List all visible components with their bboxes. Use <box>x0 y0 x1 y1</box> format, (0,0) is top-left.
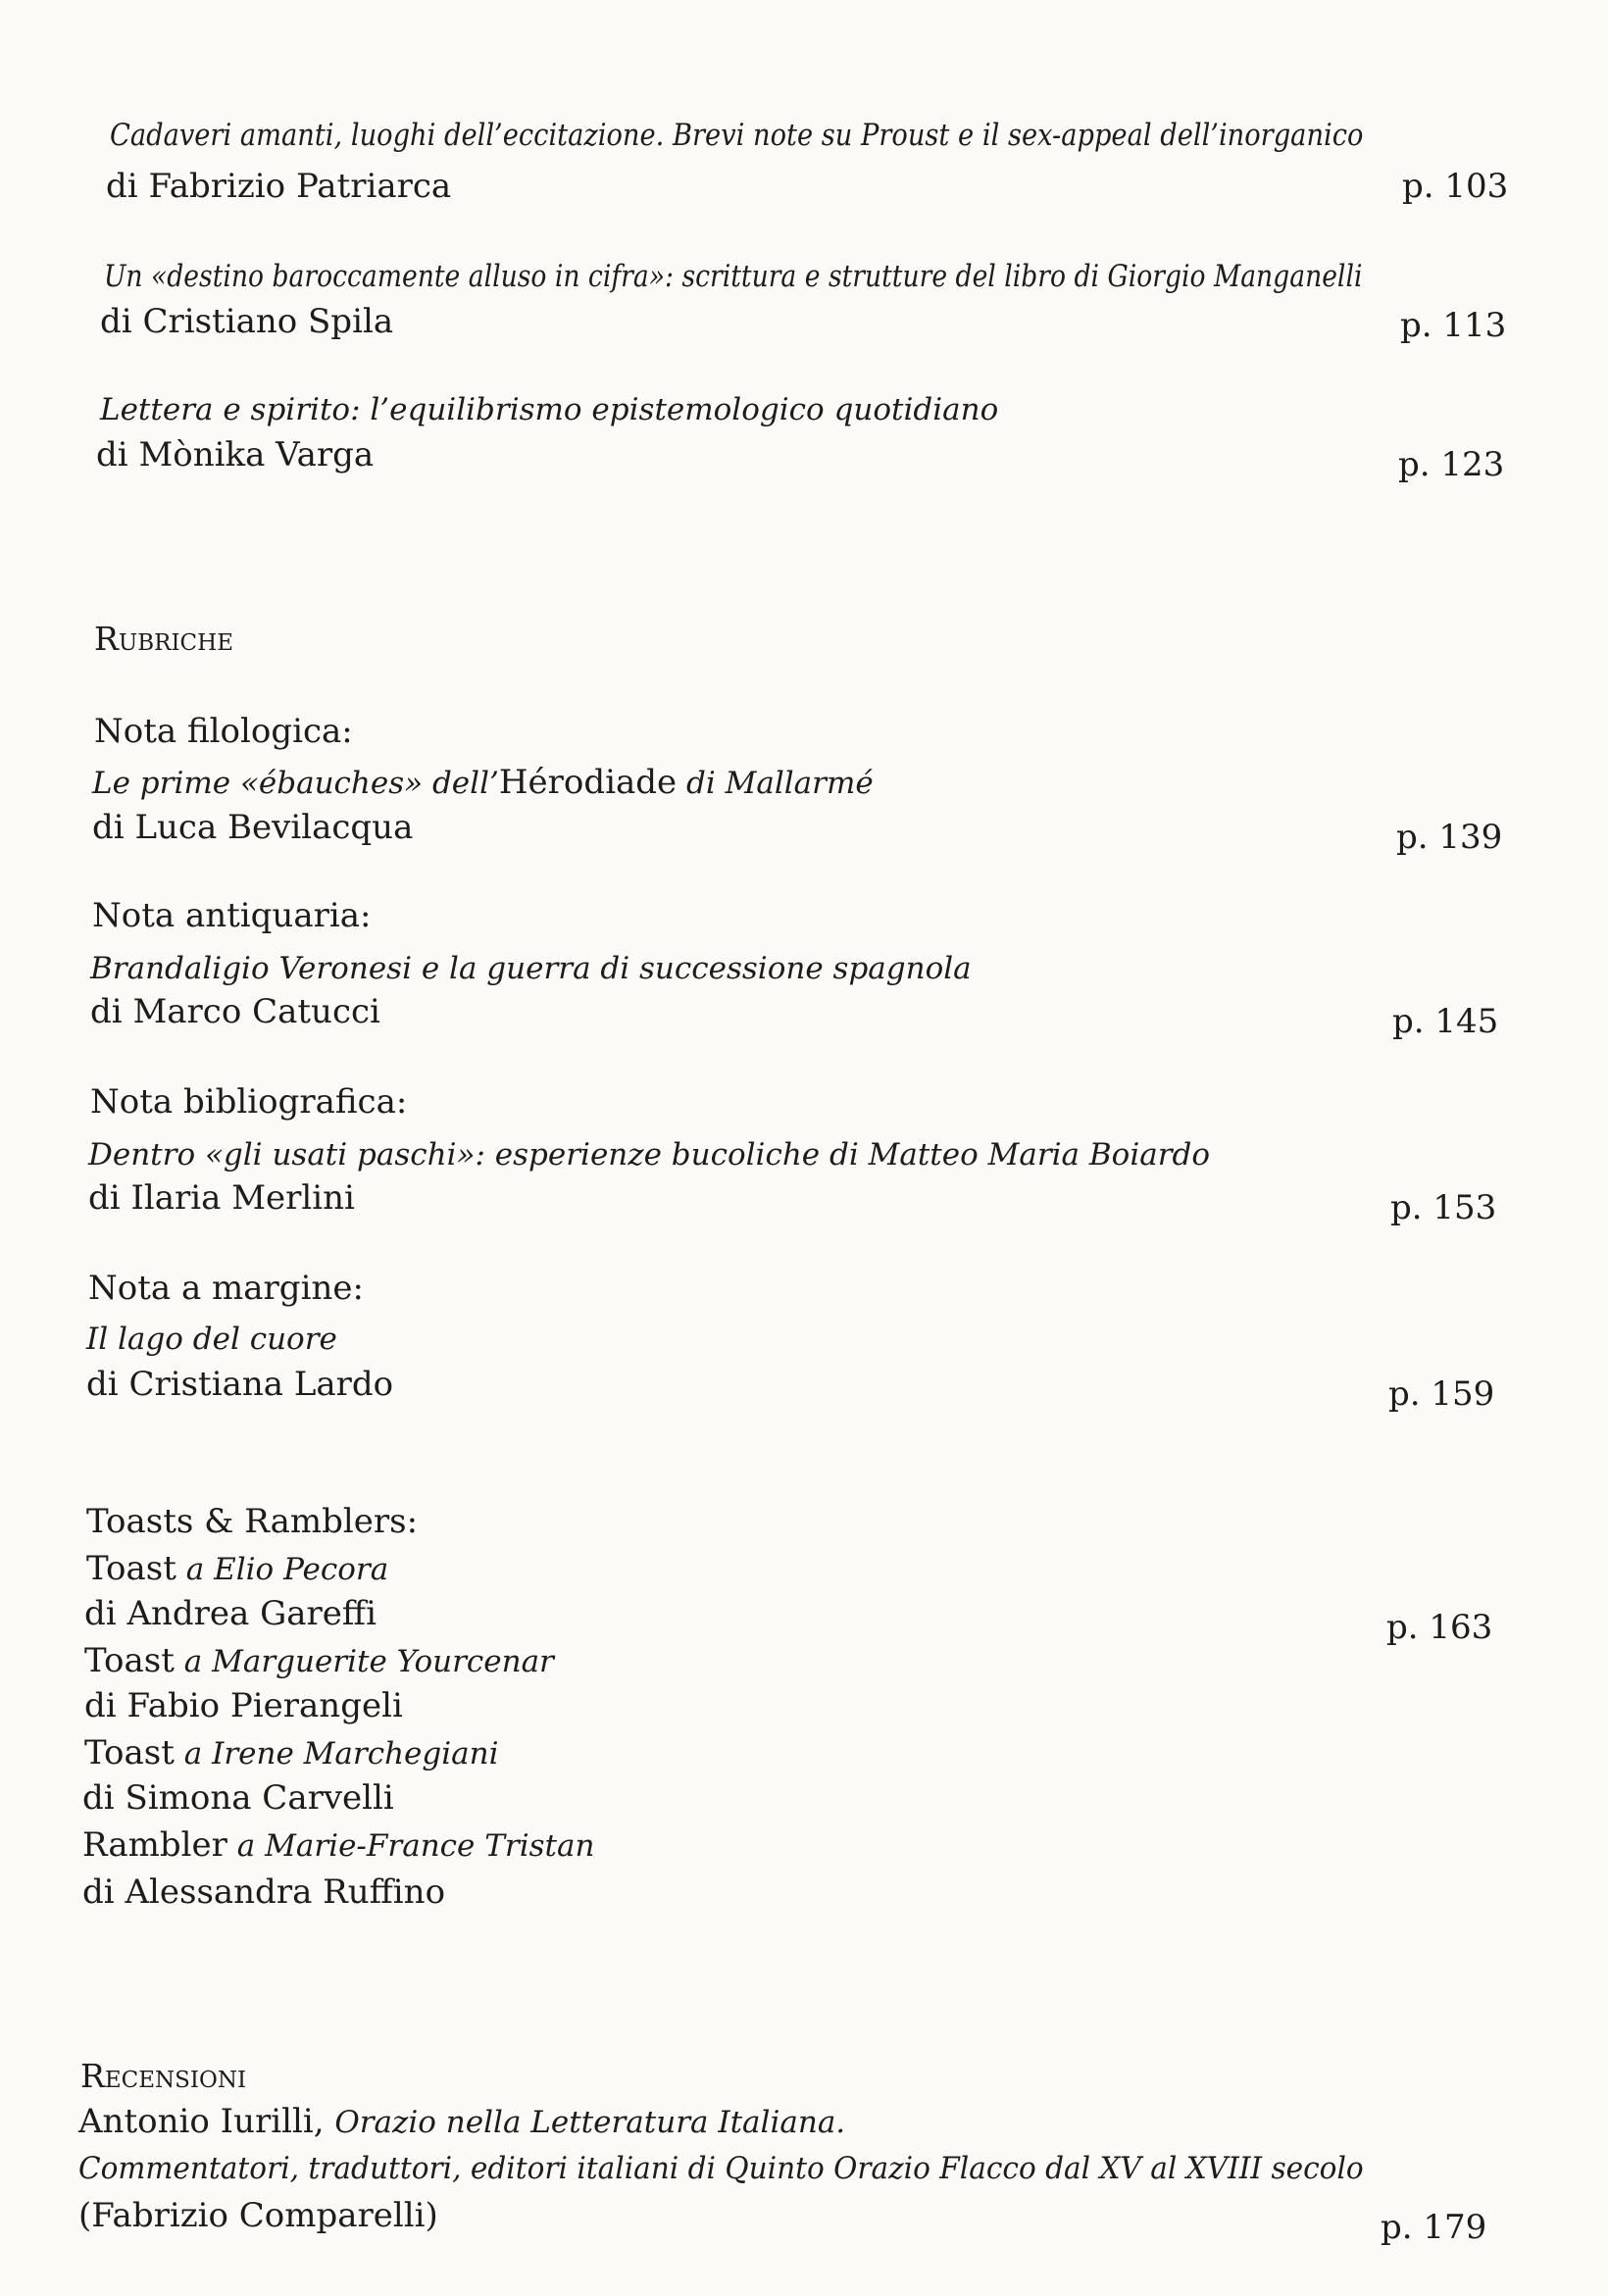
toast-name: Marguerite Yourcenar <box>212 1644 554 1679</box>
toast-prep: a <box>176 1552 215 1587</box>
toast-kind: Toast <box>84 1641 175 1680</box>
toast-name: Marie-France Tristan <box>265 1828 595 1864</box>
toast-author: di Simona Carvelli <box>82 1778 394 1818</box>
toasts-label: Toasts & Ramblers: <box>86 1502 419 1541</box>
toast-author: di Alessandra Ruffino <box>82 1872 446 1912</box>
section-heading-recensioni: Recensioni <box>80 2057 247 2095</box>
toast-prep: a <box>226 1828 266 1864</box>
rubric-author: di Ilaria Merlini <box>88 1178 355 1218</box>
rubric-author: di Cristiana Lardo <box>86 1365 394 1404</box>
toast-line <box>86 1549 388 1589</box>
rubric-label: Nota antiquaria: <box>92 896 372 935</box>
page-number: p. 139 <box>1396 818 1503 857</box>
toast-line <box>84 1733 499 1773</box>
review-line <box>78 2102 845 2142</box>
page-number: p. 179 <box>1381 2208 1487 2247</box>
entry-title: Cadaveri amanti, luoghi dell’eccitazione. Brevi note su Proust e il sex-appeal dell’inorganico <box>110 118 1364 153</box>
toast-prep: a <box>174 1736 213 1772</box>
page-number: p. 103 <box>1402 167 1509 206</box>
rubric-title <box>92 763 874 803</box>
toast-line <box>84 1641 554 1681</box>
rubric-author: di Marco Catucci <box>90 992 380 1031</box>
rubric-label: Nota bibliografica: <box>90 1082 408 1122</box>
toast-line <box>82 1825 594 1866</box>
page-number: p. 153 <box>1390 1188 1497 1227</box>
toast-name: Elio Pecora <box>214 1552 389 1587</box>
review-subtitle: Commentatori, traduttori, editori italiani di Quinto Orazio Flacco dal XV al XVIII secolo <box>78 2151 1364 2186</box>
toast-kind: Toast <box>84 1733 175 1772</box>
entry-title: Un «destino baroccamente alluso in cifra»: scrittura e strutture del libro di Giorgio Manganelli <box>104 259 1363 294</box>
page-number: p. 159 <box>1388 1374 1495 1414</box>
section-heading-rubriche: Rubriche <box>94 620 233 658</box>
rubric-title-part: Hérodiade <box>498 763 678 802</box>
review-title: Orazio nella Letteratura Italiana. <box>334 2105 846 2140</box>
page-number: p. 113 <box>1400 306 1507 345</box>
entry-author: di Fabrizio Patriarca <box>106 167 452 206</box>
page-number: p. 163 <box>1386 1608 1493 1647</box>
entry-title: Lettera e spirito: l’equilibrismo epistemologico quotidiano <box>100 392 999 427</box>
page-number: p. 123 <box>1398 445 1505 484</box>
entry-author: di Mònika Varga <box>96 435 375 474</box>
review-author: Antonio Iurilli, <box>78 2102 335 2141</box>
entry-author: di Cristiano Spila <box>100 302 394 341</box>
rubric-author: di Luca Bevilacqua <box>92 808 414 847</box>
toast-author: di Fabio Pierangeli <box>84 1686 403 1725</box>
rubric-label: Nota a margine: <box>88 1269 364 1308</box>
rubric-label: Nota filologica: <box>94 712 353 751</box>
page-number: p. 145 <box>1392 1002 1499 1041</box>
toast-prep: a <box>174 1644 213 1679</box>
toast-author: di Andrea Gareffi <box>84 1594 377 1633</box>
toast-kind: Rambler <box>82 1825 227 1865</box>
rubric-title: Dentro «gli usati paschi»: esperienze bucoliche di Matteo Maria Boiardo <box>88 1137 1211 1173</box>
toast-kind: Toast <box>86 1549 176 1588</box>
rubric-title-part: Le prime «ébauches» dell’ <box>92 766 499 801</box>
review-reviewer: (Fabrizio Comparelli) <box>78 2196 438 2235</box>
toast-name: Irene Marchegiani <box>212 1736 499 1772</box>
rubric-title-part: di Mallarmé <box>677 766 874 801</box>
rubric-title: Il lago del cuore <box>86 1322 337 1357</box>
rubric-title: Brandaligio Veronesi e la guerra di successione spagnola <box>90 951 972 986</box>
